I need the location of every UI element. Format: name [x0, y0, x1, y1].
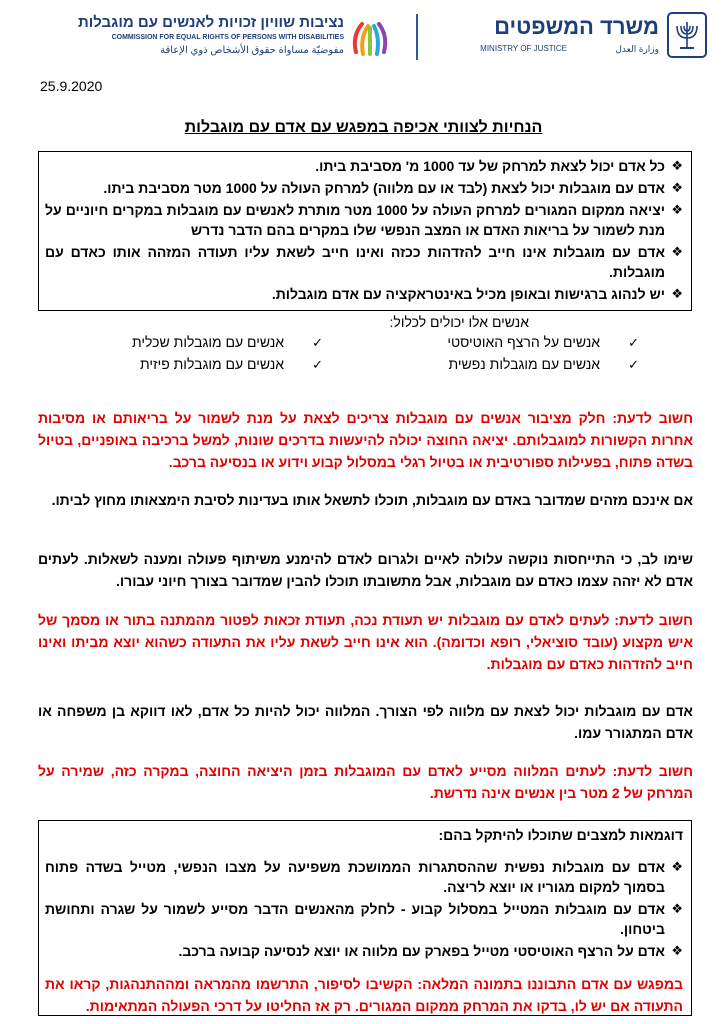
list-item: ❖ יציאה ממקום המגורים למרחק העולה על 1000 מטר מותרת לאנשים עם מוגבלות במקרים חיוניים על מנת לשמור על בריאות האדם או המצב הנפשי שלו במקרים בהם הדבר נדרש [45, 202, 683, 238]
diamond-bullet-icon: ❖ [671, 180, 683, 195]
paragraph-escort: אדם עם מוגבלות יכול לצאת עם מלווה לפי הצורך. המלווה יכול להיות כל אדם, לאו דווקא בן משפחה או אדם המתגורר עמו. [38, 703, 693, 741]
examples-closing-note: במפגש עם אדם התבוננו בתמונה המלאה: הקשיבו לסיפור, התרשמו מהמראה ומההתנהגות, קראו את התעודה אם יש לו, בדקו את המרחק ממקום המגורים. רק אז החליטו על דרכי הפעולה המתאימות. [45, 976, 683, 1014]
header-divider [416, 14, 418, 60]
diamond-bullet-icon: ❖ [671, 943, 683, 958]
list-item: ❖ יש לנהוג ברגישות ובאופן מכיל באינטראקציה עם אדם מוגבלות. [271, 286, 683, 302]
rules-list [45, 156, 683, 304]
includes-item: ✓אנשים עם מוגבלות פיזית [140, 356, 323, 372]
commission-logo [77, 10, 400, 66]
commission-name-arabic: مفوضيّة مساواة حقوق الأشخاص ذوي الإعاقة [160, 45, 344, 56]
diamond-bullet-icon: ❖ [671, 158, 683, 173]
list-item: ❖ כל אדם יכול לצאת למרחק של עד 1000 מ' מסביבת ביתו. [315, 158, 683, 174]
ministry-name-hebrew: משרד המשפטים [494, 14, 659, 39]
list-item: ❖ אדם עם מוגבלות יכול לצאת (לבד או עם מלווה) למרחק העולה על 1000 מטר מסביבת ביתו. [103, 180, 683, 196]
diamond-bullet-icon: ❖ [671, 859, 683, 874]
list-item: ❖ אדם עם מוגבלות אינו חייב להזדהות ככזה ואינו חייב לשאת עליו תעודה המזהה אותו כאדם עם מוגבלות. [45, 244, 683, 280]
ministry-of-justice-logo [447, 10, 707, 66]
examples-list [45, 857, 683, 961]
diamond-bullet-icon: ❖ [671, 901, 683, 916]
includes-item: ✓אנשים עם מוגבלות שכלית [132, 334, 323, 350]
commission-emblem-icon [348, 16, 392, 60]
important-note-1: חשוב לדעת: חלק מציבור אנשים עם מוגבלות צריכים לצאת על מנת לשמור על בריאותם או מסיבות אחרות הקשורות למוגבלותם. יציאה החוצה יכולה להיעשות בדרכים שונות, למשל ברכיבה באופניים, בטיול בשדה פתוח, בפעילות ספורטיבית או בטיול רגלי במסלול קבוע וידוע או בנסיעה ברכב. [38, 410, 693, 470]
includes-item: ✓אנשים על הרצף האוטיסטי [447, 334, 639, 350]
page-title: הנחיות לצוותי אכיפה במפגש עם אדם עם מוגבלות [184, 119, 543, 136]
check-icon: ✓ [628, 335, 639, 350]
diamond-bullet-icon: ❖ [671, 286, 683, 301]
examples-box [38, 820, 692, 1016]
diamond-bullet-icon: ❖ [671, 202, 683, 217]
paragraph-attention: שימו לב, כי התייחסות נוקשה עלולה לאיים ולגרום לאדם להימנע משיתוף פעולה ומענה לשאלות. לעתים אדם לא יזהה עצמו כאדם עם מוגבלות, אבל מתשובתו תוכלו להבין שמדובר בצורך חיוני עבורו. [38, 551, 693, 589]
ministry-name-arabic: وزارة العدل [615, 44, 659, 54]
important-note-2: חשוב לדעת: לעתים לאדם עם מוגבלות יש תעודת נכה, תעודת זכאות לפטור מהמתנה בתור או מסמך של איש מקצוע (עובד סוציאלי, רופא וכדומה). הוא אינו חייב לשאת עליו את התעודה כשהוא יוצא מביתו ואינו חייב להזדהות כאדם עם מוגבלות. [38, 612, 693, 672]
page-header [0, 10, 727, 66]
list-item: ❖ אדם על הרצף האוטיסטי מטייל בפארק עם מלווה או יוצא לנסיעה קבועה ברכב. [178, 943, 683, 959]
list-item: ❖ אדם עם מוגבלות המטייל במסלול קבוע - לחלק מהאנשים הדבר מסייע לשמור על שגרה ותחושת ביטחון. [45, 901, 683, 937]
diamond-bullet-icon: ❖ [671, 244, 683, 259]
list-item: ❖ אדם עם מוגבלות נפשית שההסתגרות הממושכת משפיעה על מצבו הנפשי, מטייל בשדה פתוח בסמוך למקום מגוריו או יוצא לריצה. [45, 859, 683, 895]
important-note-3: חשוב לדעת: לעתים המלווה מסייע לאדם עם המוגבלות בזמן היציאה החוצה, במקרה כזה, שמירה על המרחק של 2 מטר בין אנשים אינה נדרשת. [38, 763, 693, 801]
document-date: 25.9.2020 [40, 78, 103, 94]
menorah-emblem-icon [667, 12, 707, 58]
check-icon: ✓ [312, 357, 323, 372]
commission-name-english: COMMISSION FOR EQUAL RIGHTS OF PERSONS WITH DISABILITIES [111, 34, 344, 41]
check-icon: ✓ [628, 357, 639, 372]
check-icon: ✓ [312, 335, 323, 350]
includes-item: ✓אנשים עם מוגבלות נפשית [448, 356, 639, 372]
includes-title: אנשים אלו יכולים לכלול: [389, 314, 529, 330]
commission-name-hebrew: נציבות שוויון זכויות לאנשים עם מוגבלות [77, 14, 344, 31]
rules-box [38, 151, 692, 311]
ministry-name-english: MINISTRY OF JUSTICE [480, 44, 567, 53]
examples-title: דוגמאות למצבים שתוכלו להיתקל בהם: [438, 827, 683, 843]
paragraph-identify: אם אינכם מזהים שמדובר באדם עם מוגבלות, תוכלו לתשאל אותו בעדינות לסיבת הימצאותו מחוץ לביתו. [51, 492, 693, 508]
